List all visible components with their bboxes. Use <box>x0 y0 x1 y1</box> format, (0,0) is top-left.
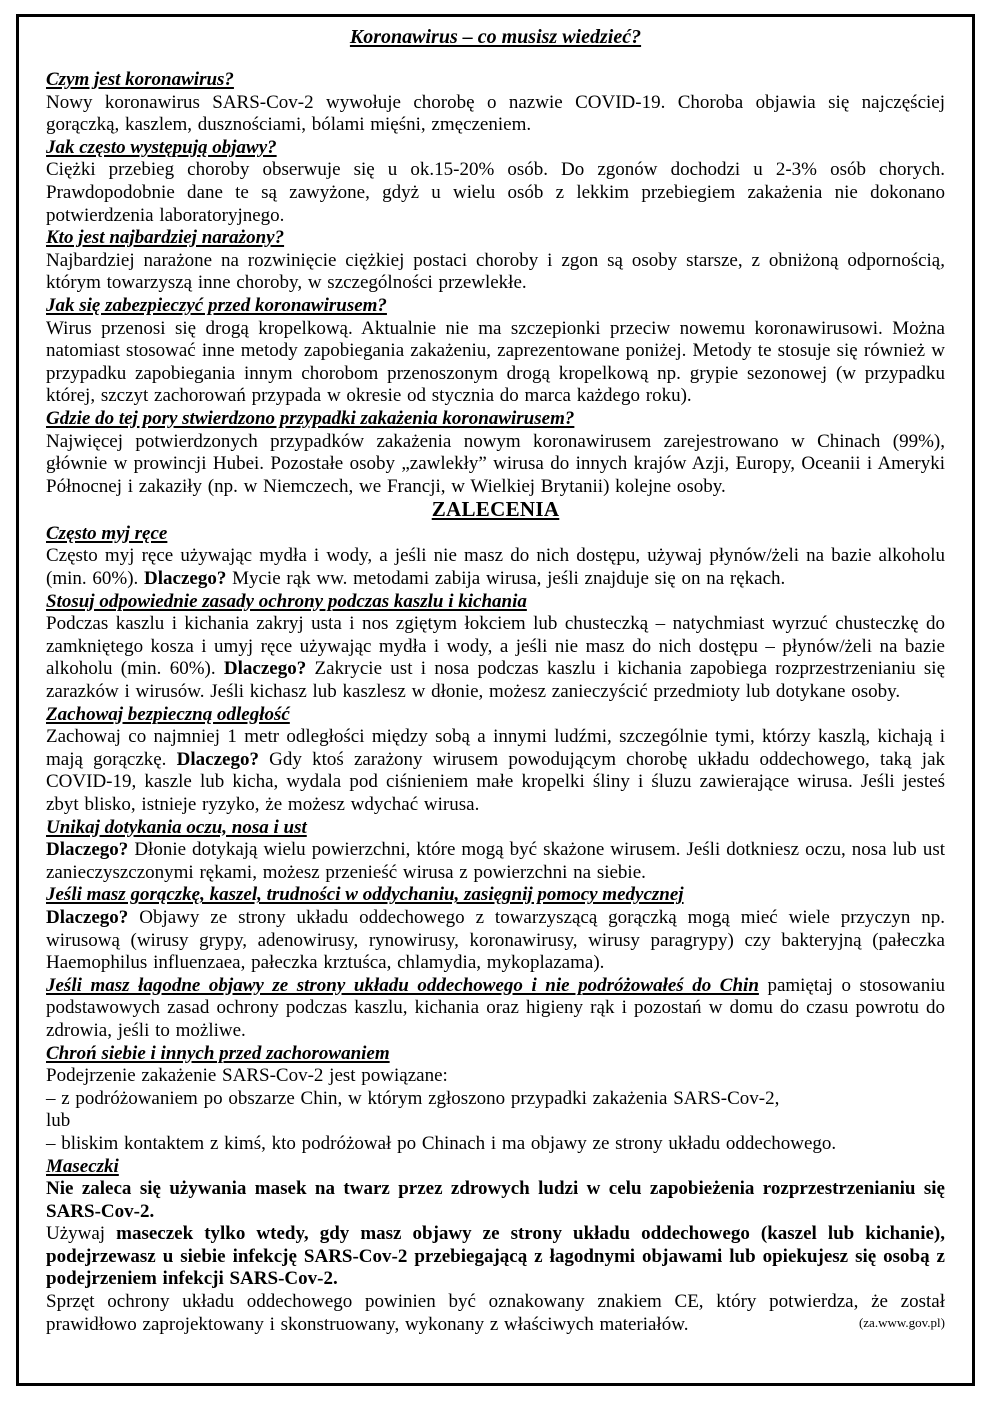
text-segment: Objawy ze strony układu oddechowego z towarzyszącą gorączką mogą mieć wiele przyczyn np. wirusową (wirusy grypy, adenowirusy, rynowirusy, koronawirusy, wirusy paragrypy) czy bakteryjną (pałeczka Haemophilus influenzaea, pałeczka krztuśca, chlamydia, mykoplazama). <box>46 906 945 974</box>
bold-text: Dlaczego? <box>46 906 129 928</box>
paragraph <box>46 907 945 975</box>
bold-text: Dlaczego? <box>176 748 259 770</box>
section-heading <box>46 69 945 92</box>
section-heading <box>46 884 945 907</box>
text-segment: Wirus przenosi się drogą kropelkową. Aktualnie nie ma szczepionki przeciw nowemu koronawirusowi. Można natomiast stosować inne metody zapobiegania zakażeniu, zaprezentowane poniżej. Metody te stosuje się również w przypadku zapobiegania innym chorobom przenoszonym drogą kropelkową np. grypie sezonowej (w przypadku której, szczyt zachorowań przypada w okresie od stycznia do marca każdego roku). <box>46 317 945 407</box>
text-segment: – bliskim kontaktem z kimś, kto podróżował po Chinach i ma objawy ze strony układu oddechowego. <box>46 1132 837 1154</box>
bold-text: Nie zaleca się używania masek na twarz przez zdrowych ludzi w celu zapobieżenia rozprzestrzenianiu się SARS-Cov-2. <box>46 1178 945 1222</box>
bold-text: Dlaczego? <box>223 658 307 680</box>
section-heading <box>46 1156 945 1179</box>
section-heading-text: Zachowaj bezpieczną odległość <box>46 703 290 725</box>
section-heading-text: Kto jest najbardziej narażony? <box>46 227 285 249</box>
text-segment: Nowy koronawirus SARS-Cov-2 wywołuje chorobę o nazwie COVID-19. Choroba objawia się najczęściej gorączką, kaszlem, dusznościami, bólami mięśni, zmęczeniem. <box>46 91 945 136</box>
text-segment: Ciężki przebieg choroby obserwuje się u ok.15-20% osób. Do zgonów dochodzi u 2-3% osób chorych. Prawdopodobnie dane te są zawyżone, gdyż u wielu osób z lekkim przebiegiem zakażenia nie dokonano potwierdzenia laboratoryjnego. <box>46 159 945 226</box>
section-heading-text: Jak często występują objawy? <box>46 136 277 158</box>
paragraph <box>46 318 945 408</box>
text-segment: Najbardziej narażone na rozwinięcie ciężkiej postaci choroby i zgon są osoby starsze, z obniżoną odpornością, którym towarzyszą inne choroby, w szczególności przewlekłe. <box>46 249 945 294</box>
inline-section-heading: Jeśli masz łagodne objawy ze strony układu oddechowego i nie podróżowałeś do Chin <box>46 974 759 996</box>
document-title <box>46 25 945 49</box>
paragraph <box>46 1110 945 1133</box>
paragraph <box>46 159 945 227</box>
text-segment: Najwięcej potwierdzonych przypadków zakażenia nowym koronawirusem zarejestrowano w Chinach (99%), głównie w prowincji Hubei. Pozostałe osoby „zawlekły” wirusa do innych krajów Azji, Europy, Oceanii i Ameryki Północnej i zakaziły (np. w Niemczech, we Francji, w Wielkiej Brytanii) kolejne osoby. <box>46 430 945 497</box>
paragraph <box>46 975 945 1043</box>
section-heading <box>46 704 945 727</box>
blank-line <box>46 49 945 69</box>
section-heading-text: Gdzie do tej pory stwierdzono przypadki zakażenia koronawirusem? <box>46 407 575 429</box>
text-segment: Podejrzenie zakażenie SARS-Cov-2 jest powiązane: <box>46 1065 448 1087</box>
source-note: (za.www.gov.pl) <box>858 1314 945 1330</box>
paragraph <box>46 92 945 137</box>
section-heading-text: Jak się zabezpieczyć przed koronawirusem? <box>46 294 387 316</box>
text-segment: Dłonie dotykają wielu powierzchni, które mogą być skażone wirusem. Jeśli dotkniesz oczu, nosa lub ust zanieczyszczonymi rękami, możesz przenieść wirusa z powierzchni na siebie. <box>46 839 945 883</box>
document-body <box>46 25 945 1336</box>
paragraph <box>46 1133 945 1156</box>
paragraph <box>46 545 945 590</box>
paragraph <box>46 431 945 499</box>
paragraph <box>46 1291 945 1336</box>
text-segment: Używaj <box>46 1223 117 1245</box>
section-heading <box>46 295 945 318</box>
section-heading-text: Unikaj dotykania oczu, nosa i ust <box>46 816 307 838</box>
recommendations-heading <box>46 498 945 523</box>
paragraph <box>46 1178 945 1223</box>
section-heading-text: Często myj ręce <box>46 522 168 544</box>
section-heading <box>46 591 945 614</box>
recommendations-heading-text: ZALECENIA <box>431 497 560 522</box>
text-segment: Podczas kaszlu i kichania zakryj usta i nos zgiętym łokciem lub chusteczką – natychmiast wyrzuć chusteczkę do zamkniętego kosza i umyj ręce używając mydła i wody, a jeśli nie masz do nich dostępu – płynów/żeli na bazie alkoholu (min. 60%). <box>46 613 945 680</box>
text-segment: pamiętaj o stosowaniu podstawowych zasad ochrony podczas kaszlu, kichania oraz higieny rąk i pozostań w domu do czasu powrotu do zdrowia, jeśli to możliwe. <box>46 974 946 1041</box>
paragraph <box>46 1223 945 1291</box>
paragraph <box>46 250 945 295</box>
section-heading <box>46 137 945 160</box>
bold-text: Dlaczego? <box>144 568 227 590</box>
document-frame <box>16 14 975 1386</box>
bold-text: maseczek tylko wtedy, gdy masz objawy ze strony układu oddechowego (kaszel lub kichanie), podejrzewasz u siebie infekcję SARS-Cov-2 przebiegającą z łagodnymi objawami lub opiekujesz się osobą z podejrzeniem infekcji SARS-Cov-2. <box>46 1223 945 1290</box>
section-heading-text: Jeśli masz gorączkę, kaszel, trudności w oddychaniu, zasięgnij pomocy medycznej <box>46 884 684 906</box>
text-segment: Zakrycie ust i nosa podczas kaszlu i kichania zapobiega rozprzestrzenianiu się zarazków i wirusów. Jeśli kichasz lub kaszlesz w dłonie, możesz zanieczyścić przedmioty lub dotykane osoby. <box>46 658 945 703</box>
text-segment: Często myj ręce używając mydła i wody, a jeśli nie masz do nich dostępu, używaj płynów/żeli na bazie alkoholu (min. 60%). <box>46 545 945 590</box>
section-heading <box>46 227 945 250</box>
text-segment: Gdy ktoś zarażony wirusem powodującym chorobę układu oddechowego, taką jak COVID-19, kaszle lub kicha, wydala pod ciśnieniem małe kropelki śliny i śluzu zawierające wirusa. Jeśli jesteś zbyt blisko, istnieje ryzyko, że możesz wdychać wirusa. <box>46 748 945 815</box>
paragraph <box>46 1065 945 1088</box>
bold-text: Dlaczego? <box>46 839 129 861</box>
section-heading-text: Czym jest koronawirus? <box>46 69 234 90</box>
text-segment: – z podróżowaniem po obszarze Chin, w którym zgłoszono przypadki zakażenia SARS-Cov-2, <box>46 1087 780 1109</box>
text-segment: Mycie rąk ww. metodami zabija wirusa, jeśli znajduje się on na rękach. <box>226 568 786 590</box>
section-heading <box>46 408 945 431</box>
section-heading <box>46 523 945 546</box>
section-heading-text: Chroń siebie i innych przed zachorowaniem <box>46 1042 390 1064</box>
paragraph <box>46 613 945 703</box>
section-heading <box>46 817 945 840</box>
document-title-text: Koronawirus – co musisz wiedzieć? <box>349 26 642 48</box>
paragraph <box>46 1088 945 1111</box>
text-segment: lub <box>46 1110 71 1132</box>
section-heading-text: Stosuj odpowiednie zasady ochrony podczas kaszlu i kichania <box>46 590 527 612</box>
section-heading <box>46 1043 945 1066</box>
section-heading-text: Maseczki <box>46 1155 119 1177</box>
text-segment: Zachowaj co najmniej 1 metr odległości między sobą a innymi ludźmi, szczególnie tymi, którzy kaszlą, kichają i mają gorączkę. <box>46 726 945 770</box>
paragraph <box>46 839 945 884</box>
text-segment: Sprzęt ochrony układu oddechowego powinien być oznakowany znakiem CE, który potwierdza, że został prawidłowo zaprojektowany i skonstruowany, wykonany z właściwych materiałów. <box>46 1291 945 1335</box>
paragraph <box>46 726 945 816</box>
